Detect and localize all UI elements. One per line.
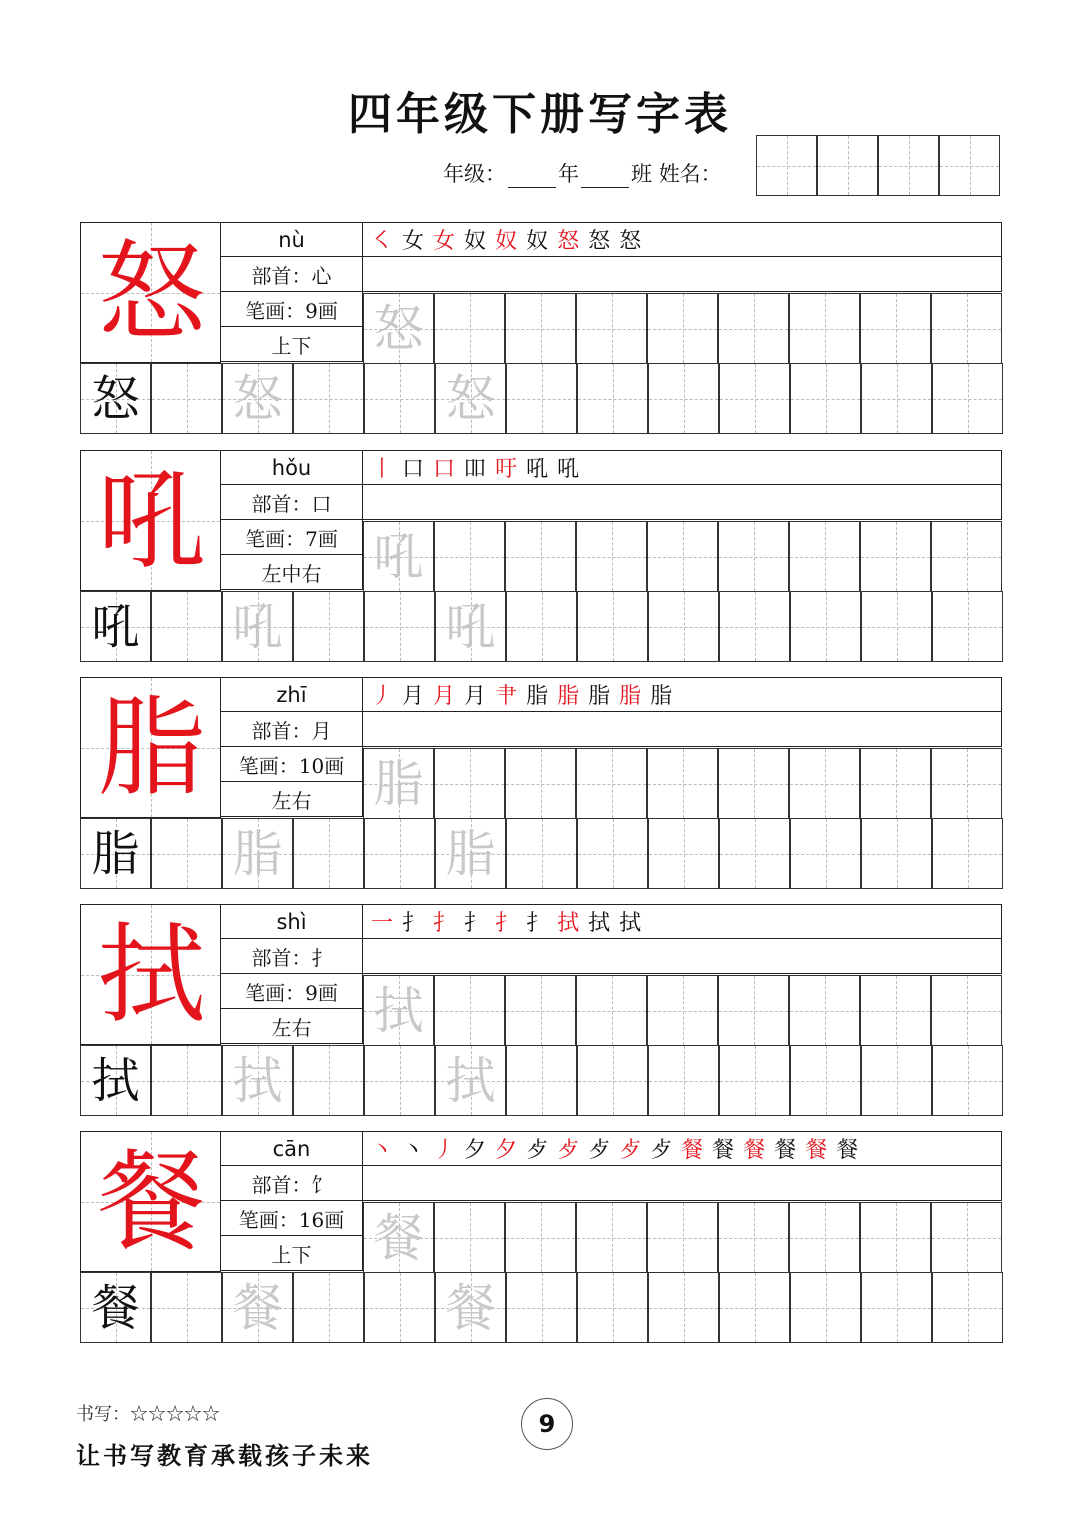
writing-cell[interactable] [932, 818, 1003, 889]
stroke-step: 餐 [805, 1138, 837, 1163]
writing-cell[interactable] [364, 591, 435, 662]
stroke-order-row [363, 677, 1002, 712]
strokes-label: 笔画：9画 [221, 292, 363, 327]
name-box[interactable] [756, 135, 817, 196]
writing-cell[interactable] [364, 1272, 435, 1343]
stroke-order-row [363, 1131, 1002, 1166]
writing-cell[interactable] [647, 521, 718, 592]
stroke-step: 餐 [712, 1138, 744, 1163]
writing-cell[interactable] [861, 591, 932, 662]
writing-cell[interactable] [222, 1272, 293, 1343]
writing-cell[interactable] [648, 1272, 719, 1343]
stroke-step: 女 [433, 229, 465, 254]
strokes-label: 笔画：9画 [221, 974, 363, 1009]
stroke-order-row [363, 222, 1002, 257]
writing-cell[interactable] [648, 591, 719, 662]
name-box[interactable] [817, 135, 878, 196]
stroke-step: 脂 [650, 684, 682, 709]
writing-cell[interactable] [293, 1272, 364, 1343]
writing-cell[interactable] [506, 1045, 577, 1116]
writing-cell[interactable] [293, 591, 364, 662]
writing-cell[interactable] [505, 1202, 576, 1273]
writing-cell[interactable] [151, 363, 222, 434]
stroke-step: 脂 [588, 684, 620, 709]
writing-cell[interactable] [789, 521, 860, 592]
stroke-step: 餐 [743, 1138, 775, 1163]
writing-cell[interactable] [932, 1045, 1003, 1116]
writing-cell[interactable] [506, 363, 577, 434]
writing-cell[interactable] [435, 1272, 506, 1343]
trace-character: 吼 [373, 527, 424, 586]
reference-character: 脂 [91, 825, 140, 882]
trace-character: 餐 [373, 1208, 424, 1267]
reference-character: 吼 [91, 598, 140, 655]
writing-cell[interactable] [80, 363, 151, 434]
trace-character: 吼 [232, 597, 283, 656]
writing-cell[interactable] [719, 1045, 790, 1116]
stroke-step: 夕 [495, 1138, 527, 1163]
writing-cell[interactable] [505, 748, 576, 819]
stroke-step: 脂 [619, 684, 651, 709]
writing-cell[interactable] [647, 293, 718, 364]
radical-label: 部首：饣 [221, 1166, 363, 1201]
writing-cell[interactable] [435, 818, 506, 889]
stroke-step: 丨 [371, 457, 403, 482]
writing-cell[interactable] [789, 1202, 860, 1273]
writing-cell[interactable] [577, 363, 648, 434]
writing-cell[interactable] [718, 975, 789, 1046]
writing-cell[interactable] [577, 591, 648, 662]
structure-label: 上下 [221, 327, 363, 362]
writing-cell[interactable] [151, 818, 222, 889]
writing-cell[interactable] [506, 818, 577, 889]
writing-cell[interactable] [576, 1202, 647, 1273]
structure-label: 左右 [221, 1009, 363, 1044]
stroke-step: 丿 [371, 684, 403, 709]
writing-cell[interactable] [505, 975, 576, 1046]
writing-cell[interactable] [719, 591, 790, 662]
trace-character: 吼 [445, 597, 496, 656]
writing-cell[interactable] [861, 363, 932, 434]
trace-character: 脂 [373, 754, 424, 813]
writing-cell[interactable] [647, 748, 718, 819]
reference-character: 餐 [91, 1279, 140, 1336]
writing-cell[interactable] [293, 363, 364, 434]
writing-cell[interactable] [718, 293, 789, 364]
stroke-step: 歺 [650, 1138, 682, 1163]
writing-cell[interactable] [151, 591, 222, 662]
writing-cell[interactable] [861, 818, 932, 889]
strokes-label: 笔画：10画 [221, 747, 363, 782]
stroke-step: 扌 [402, 911, 434, 936]
year-label: 年 [558, 162, 579, 186]
writing-cell[interactable] [860, 748, 931, 819]
writing-cell[interactable] [648, 818, 719, 889]
writing-rating: 书写：☆☆☆☆☆ [76, 1404, 220, 1425]
pinyin-label: shì [221, 904, 363, 939]
model-character: 餐 [97, 1139, 206, 1265]
writing-cell[interactable] [363, 1202, 434, 1273]
stroke-step: 扌 [433, 911, 465, 936]
strokes-label: 笔画：16画 [221, 1201, 363, 1236]
trace-character: 怒 [373, 299, 424, 358]
writing-cell[interactable] [932, 1272, 1003, 1343]
stroke-step: 吼 [557, 457, 589, 482]
trace-character: 脂 [232, 824, 283, 883]
character-block [80, 1131, 1002, 1344]
writing-cell[interactable] [932, 591, 1003, 662]
writing-cell[interactable] [577, 1272, 648, 1343]
model-character: 吼 [97, 458, 206, 584]
stroke-step: 拭 [557, 911, 589, 936]
stroke-step: 女 [402, 229, 434, 254]
stroke-step: 吅 [464, 457, 496, 482]
trace-character: 脂 [445, 824, 496, 883]
stroke-step: 口 [402, 457, 434, 482]
radical-label: 部首：扌 [221, 939, 363, 974]
writing-cell[interactable] [932, 363, 1003, 434]
stroke-step: 怒 [619, 229, 651, 254]
name-label: 姓名： [658, 162, 722, 186]
stroke-step: 月 [464, 684, 496, 709]
stroke-step: 丶 [371, 1138, 403, 1163]
writing-cell[interactable] [648, 1045, 719, 1116]
writing-cell[interactable] [718, 748, 789, 819]
writing-cell[interactable] [790, 1045, 861, 1116]
writing-cell[interactable] [363, 293, 434, 364]
reference-character: 怒 [91, 370, 140, 427]
writing-cell[interactable] [718, 521, 789, 592]
model-character: 怒 [97, 230, 206, 356]
stroke-step: 脂 [526, 684, 558, 709]
writing-cell[interactable] [80, 818, 151, 889]
blank-row [363, 712, 1002, 747]
writing-cell[interactable] [931, 293, 1002, 364]
writing-cell[interactable] [576, 748, 647, 819]
stroke-step: 奴 [464, 229, 496, 254]
trace-character: 餐 [445, 1278, 496, 1337]
grade-blank[interactable] [508, 169, 556, 188]
writing-cell[interactable] [293, 1045, 364, 1116]
writing-cell[interactable] [577, 818, 648, 889]
model-character: 拭 [97, 912, 206, 1038]
stroke-step: 餐 [681, 1138, 713, 1163]
writing-cell[interactable] [718, 1202, 789, 1273]
stroke-step: 夕 [464, 1138, 496, 1163]
page-number: 9 [521, 1398, 573, 1450]
writing-cell[interactable] [80, 1272, 151, 1343]
stroke-step: 吁 [495, 457, 527, 482]
stroke-step: 脂 [557, 684, 589, 709]
writing-cell[interactable] [790, 363, 861, 434]
writing-cell[interactable] [860, 521, 931, 592]
pinyin-label: cān [221, 1131, 363, 1166]
structure-label: 左右 [221, 782, 363, 817]
writing-cell[interactable] [435, 1045, 506, 1116]
writing-cell[interactable] [222, 363, 293, 434]
class-label: 班 [631, 162, 652, 186]
radical-label: 部首：心 [221, 257, 363, 292]
stroke-step: 餐 [836, 1138, 868, 1163]
model-character-cell [80, 222, 221, 363]
writing-cell[interactable] [576, 521, 647, 592]
model-character-cell [80, 450, 221, 591]
writing-cell[interactable] [647, 975, 718, 1046]
writing-cell[interactable] [222, 591, 293, 662]
writing-cell[interactable] [364, 1045, 435, 1116]
writing-cell[interactable] [719, 818, 790, 889]
writing-cell[interactable] [648, 363, 719, 434]
grade-label: 年级： [443, 162, 506, 186]
stroke-step: 歺 [526, 1138, 558, 1163]
model-character-cell [80, 677, 221, 818]
writing-cell[interactable] [931, 521, 1002, 592]
blank-row [363, 485, 1002, 520]
writing-cell[interactable] [789, 293, 860, 364]
stroke-step: 歺 [588, 1138, 620, 1163]
stroke-step: 肀 [495, 684, 527, 709]
character-block [80, 904, 1002, 1117]
stroke-step: 口 [433, 457, 465, 482]
trace-character: 拭 [445, 1051, 496, 1110]
stroke-step: 怒 [588, 229, 620, 254]
character-block [80, 677, 1002, 890]
writing-cell[interactable] [931, 1202, 1002, 1273]
stroke-step: 拭 [588, 911, 620, 936]
stroke-step: 奴 [495, 229, 527, 254]
writing-cell[interactable] [719, 1272, 790, 1343]
model-character-cell [80, 1131, 221, 1272]
stroke-order-row [363, 904, 1002, 939]
writing-cell[interactable] [576, 293, 647, 364]
writing-cell[interactable] [719, 363, 790, 434]
writing-cell[interactable] [790, 591, 861, 662]
writing-cell[interactable] [506, 1272, 577, 1343]
writing-cell[interactable] [931, 975, 1002, 1046]
writing-cell[interactable] [506, 591, 577, 662]
pinyin-label: nù [221, 222, 363, 257]
strokes-label: 笔画：7画 [221, 520, 363, 555]
writing-cell[interactable] [222, 818, 293, 889]
stroke-order-row [363, 450, 1002, 485]
structure-label: 上下 [221, 1236, 363, 1271]
writing-cell[interactable] [576, 975, 647, 1046]
model-character-cell [80, 904, 221, 1045]
writing-cell[interactable] [505, 293, 576, 364]
stroke-step: 一 [371, 911, 403, 936]
writing-cell[interactable] [434, 521, 505, 592]
writing-cell[interactable] [434, 1202, 505, 1273]
writing-cell[interactable] [647, 1202, 718, 1273]
page-title: 四年级下册写字表 [348, 89, 732, 140]
writing-cell[interactable] [364, 818, 435, 889]
class-blank[interactable] [581, 169, 629, 188]
blank-row [363, 257, 1002, 292]
radical-label: 部首：月 [221, 712, 363, 747]
pinyin-label: hǒu [221, 450, 363, 485]
stroke-step: 丿 [433, 1138, 465, 1163]
writing-cell[interactable] [931, 748, 1002, 819]
stroke-step: 月 [433, 684, 465, 709]
writing-cell[interactable] [435, 363, 506, 434]
writing-cell[interactable] [80, 591, 151, 662]
stroke-step: 扌 [526, 911, 558, 936]
writing-cell[interactable] [293, 818, 364, 889]
trace-character: 拭 [373, 981, 424, 1040]
trace-character: 怒 [232, 369, 283, 428]
character-block [80, 222, 1002, 435]
stroke-step: 吼 [526, 457, 558, 482]
writing-cell[interactable] [789, 748, 860, 819]
stroke-step: 奴 [526, 229, 558, 254]
writing-cell[interactable] [151, 1045, 222, 1116]
writing-cell[interactable] [363, 748, 434, 819]
writing-cell[interactable] [434, 293, 505, 364]
stroke-step: 餐 [774, 1138, 806, 1163]
blank-row [363, 1166, 1002, 1201]
student-info-line [443, 158, 722, 188]
stroke-step: ㇛ [371, 229, 403, 254]
stroke-step: 月 [402, 684, 434, 709]
writing-cell[interactable] [577, 1045, 648, 1116]
model-character: 脂 [97, 685, 206, 811]
writing-cell[interactable] [861, 1272, 932, 1343]
structure-label: 左中右 [221, 555, 363, 590]
writing-cell[interactable] [505, 521, 576, 592]
stroke-step: 拭 [619, 911, 651, 936]
trace-character: 拭 [232, 1051, 283, 1110]
writing-cell[interactable] [434, 975, 505, 1046]
writing-cell[interactable] [861, 1045, 932, 1116]
writing-cell[interactable] [860, 293, 931, 364]
writing-cell[interactable] [222, 1045, 293, 1116]
pinyin-label: zhī [221, 677, 363, 712]
stroke-step: 歺 [557, 1138, 589, 1163]
writing-cell[interactable] [860, 975, 931, 1046]
name-box[interactable] [878, 135, 939, 196]
radical-label: 部首：口 [221, 485, 363, 520]
stroke-step: 扌 [495, 911, 527, 936]
slogan: 让书写教育承载孩子未来 [76, 1441, 373, 1470]
writing-cell[interactable] [790, 818, 861, 889]
stroke-step: 丶 [402, 1138, 434, 1163]
writing-cell[interactable] [80, 1045, 151, 1116]
trace-character: 餐 [232, 1278, 283, 1337]
character-block [80, 450, 1002, 663]
writing-cell[interactable] [434, 748, 505, 819]
name-box[interactable] [939, 135, 1000, 196]
writing-cell[interactable] [151, 1272, 222, 1343]
stroke-step: 怒 [557, 229, 589, 254]
writing-cell[interactable] [363, 521, 434, 592]
writing-cell[interactable] [364, 363, 435, 434]
writing-cell[interactable] [789, 975, 860, 1046]
writing-cell[interactable] [860, 1202, 931, 1273]
writing-cell[interactable] [435, 591, 506, 662]
trace-character: 怒 [445, 369, 496, 428]
writing-cell[interactable] [363, 975, 434, 1046]
writing-cell[interactable] [790, 1272, 861, 1343]
blank-row [363, 939, 1002, 974]
stroke-step: 扌 [464, 911, 496, 936]
reference-character: 拭 [91, 1052, 140, 1109]
stroke-step: 歺 [619, 1138, 651, 1163]
